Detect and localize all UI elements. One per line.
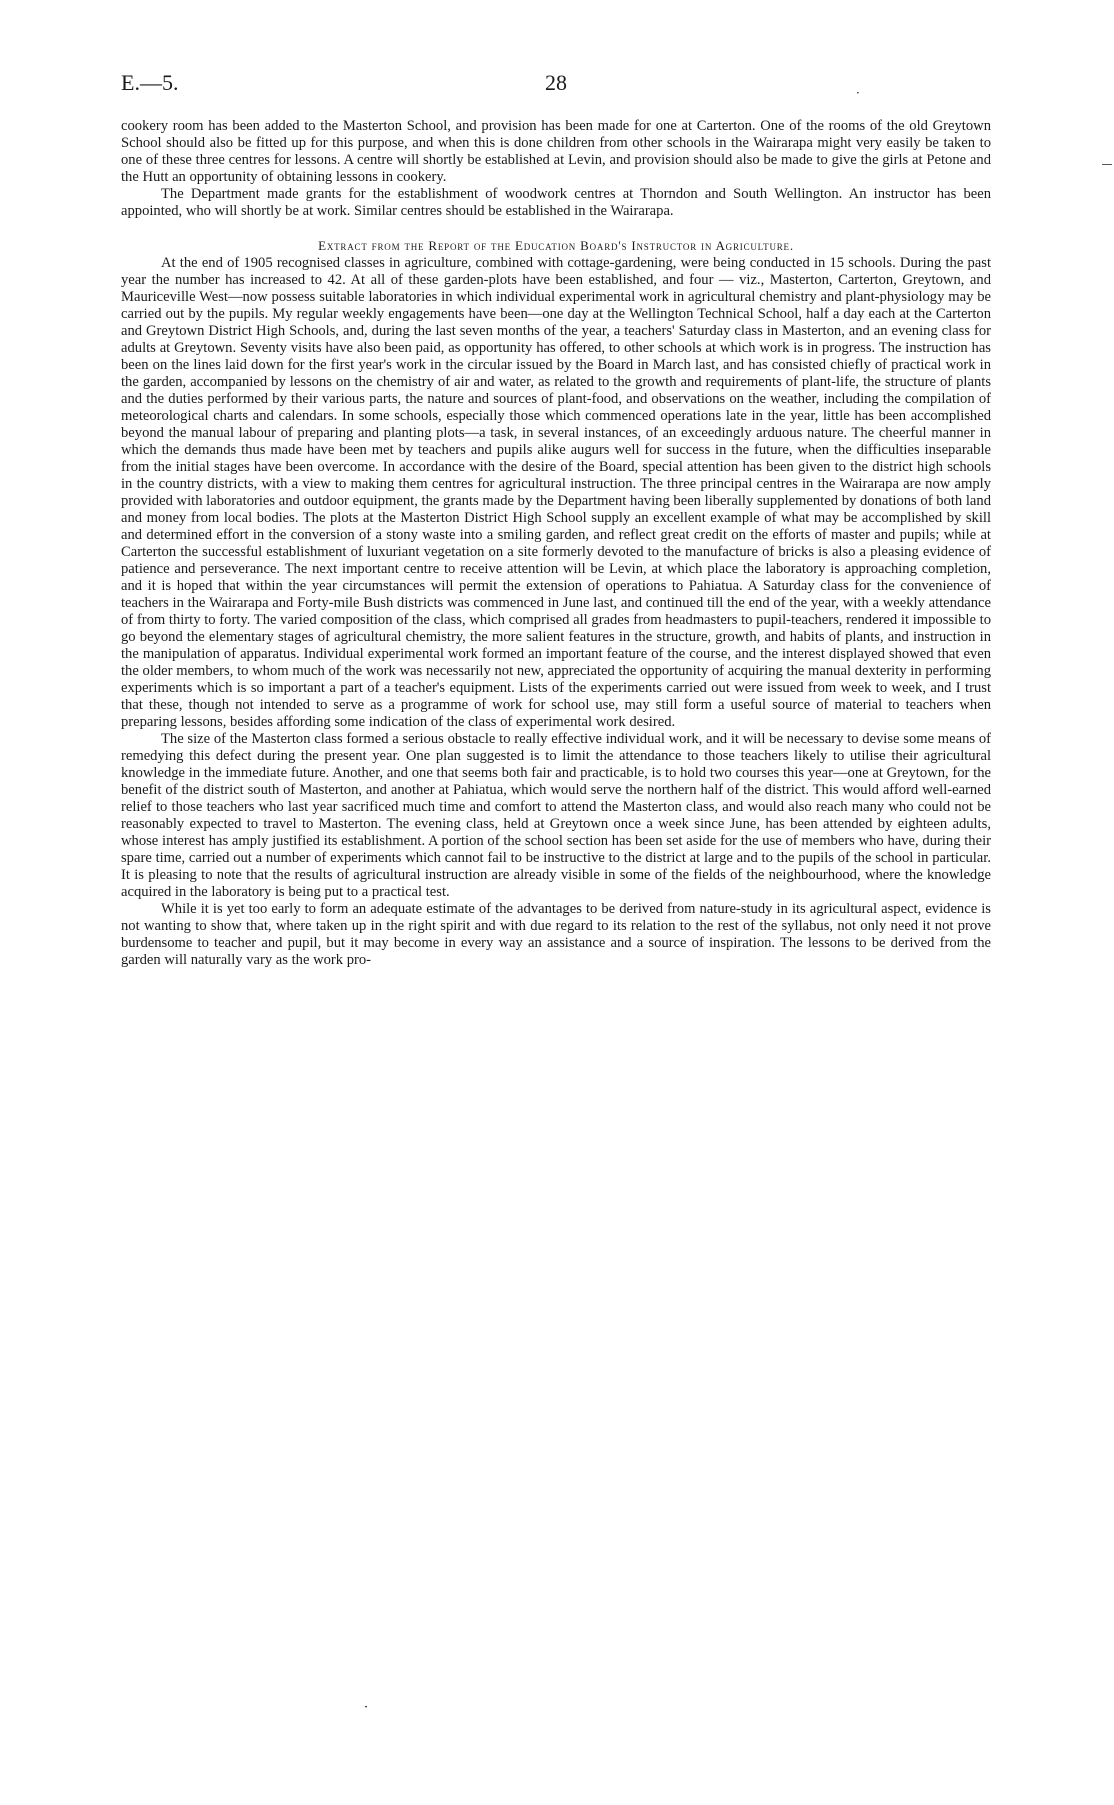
paragraph-nature-study: While it is yet too early to form an adequate estimate of the advantages to be derived from nature-study in its agricultural aspect, evidence is not wanting to show that, where taken up in the right spirit and with due regard to its relation to the rest of the syllabus, not only need it not prove burdensome to teacher and pupil, but it may become in every way an assistance and a source of inspiration. The lessons to be derived from the garden will naturally vary as the work pro- <box>121 901 991 968</box>
paragraph-woodwork: The Department made grants for the establishment of woodwork centres at Thorndon and South Wellington. An instructor has been appointed, who will shortly be at work. Similar centres should be established in the Wairarapa. <box>121 186 991 219</box>
page-header <box>121 70 991 96</box>
body-text <box>121 118 991 969</box>
section-heading: Extract from the Report of the Education Board's Instructor in Agriculture. <box>318 238 794 253</box>
page-number: 28 <box>545 70 567 95</box>
paragraph-cookery: cookery room has been added to the Masterton School, and provision has been made for one at Carterton. One of the rooms of the old Greytown School should also be fitted up for this purpose, and when this is done children from other schools in the Wairarapa might very easily be taken to one of these three centres for lessons. A centre will shortly be established at Levin, and provision should also be made to give the girls at Petone and the Hutt an opportunity of obtaining lessons in cookery. <box>121 118 991 185</box>
paragraph-agriculture-report: At the end of 1905 recognised classes in agriculture, combined with cottage-gardening, were being conducted in 15 schools. During the past year the number has increased to 42. At all of these garden-plots have been established, and four — viz., Masterton, Carterton, Greytown, and Mauriceville West—now possess suitable laboratories in which individual experimental work in agricultural chemistry and plant-physiology may be carried out by the pupils. My regular weekly engagements have been—one day at the Wellington Technical School, half a day each at the Carterton and Greytown District High Schools, and, during the last seven months of the year, a teachers' Saturday class in Masterton, and an evening class for adults at Greytown. Seventy visits have also been paid, as opportunity has offered, to other schools at which work is in progress. The instruction has been on the lines laid down for the first year's work in the circular issued by the Board in March last, and has consisted chiefly of practical work in the garden, accompanied by lessons on the chemistry of air and water, as related to the growth and requirements of plant-life, the structure of plants and the duties performed by their various parts, the nature and sources of plant-food, and observations on the weather, including the compilation of meteorological charts and calendars. In some schools, especially those which commenced operations late in the year, little has been accomplished beyond the manual labour of preparing and planting plots—a task, in several instances, of an exceedingly arduous nature. The cheerful manner in which the demands thus made have been met by teachers and pupils alike augurs well for success in the future, when the difficulties inseparable from the initial stages have been overcome. In accordance with the desire of the Board, special attention has been given to the district high schools in the country districts, with a view to making them centres for agricultural instruction. The three principal centres in the Wairarapa are now amply provided with laboratories and outdoor equipment, the grants made by the Department having been liberally supplemented by donations of both land and money from local bodies. The plots at the Masterton District High School supply an excellent example of what may be accomplished by skill and determined effort in the conversion of a stony waste into a smiling garden, and reflect great credit on the efforts of master and pupils; while at Carterton the successful establishment of luxuriant vegetation on a site formerly devoted to the manufacture of bricks is also a pleasing evidence of patience and perseverance. The next important centre to receive attention will be Levin, at which place the laboratory is approaching completion, and it is hoped that within the year circumstances will permit the extension of operations to Pahiatua. A Saturday class for the convenience of teachers in the Wairarapa and Forty-mile Bush districts was commenced in June last, and continued till the end of the year, with a weekly attendance of from thirty to forty. The varied composition of the class, which comprised all grades from headmasters to pupil-teachers, rendered it impossible to go beyond the elementary stages of agricultural chemistry, the more salient features in the structure, growth, and habits of plants, and instruction in the manipulation of apparatus. Individual experimental work formed an important feature of the course, and the interest displayed showed that even the older members, to whom much of the work was necessarily not new, appreciated the opportunity of acquiring the manual dexterity in performing experiments which is so important a part of a teacher's equipment. Lists of the experiments carried out were issued from week to week, and I trust that these, though not intended to serve as a programme of work for school use, may still form a useful source of material to teachers when preparing lessons, besides affording some indication of the class of experimental work desired. <box>121 255 991 730</box>
margin-mark <box>1102 164 1112 165</box>
stray-mark: · <box>856 86 860 100</box>
stray-mark-bottom: · <box>364 1700 369 1715</box>
document-reference: E.—5. <box>121 70 179 95</box>
paragraph-masterton-class: The size of the Masterton class formed a serious obstacle to really effective individual work, and it will be necessary to devise some means of remedying this defect during the present year. One plan suggested is to limit the attendance to those teachers likely to utilise their agricultural knowledge in the immediate future. Another, and one that seems both fair and practicable, is to hold two courses this year—one at Greytown, for the benefit of the district south of Masterton, and another at Pahiatua, which would serve the northern half of the district. This would afford well-earned relief to those teachers who last year sacrificed much time and comfort to attend the Masterton class, and would also reach many who could not be reasonably expected to travel to Masterton. The evening class, held at Greytown once a week since June, has been attended by eighteen adults, whose interest has amply justified its establishment. A portion of the school section has been set aside for the use of members who have, during their spare time, carried out a number of experiments which cannot fail to be instructive to the district at large and to the pupils of the school in particular. It is pleasing to note that the results of agricultural instruction are already visible in some of the fields of the neighbourhood, where the knowledge acquired in the laboratory is being put to a practical test. <box>121 731 991 900</box>
